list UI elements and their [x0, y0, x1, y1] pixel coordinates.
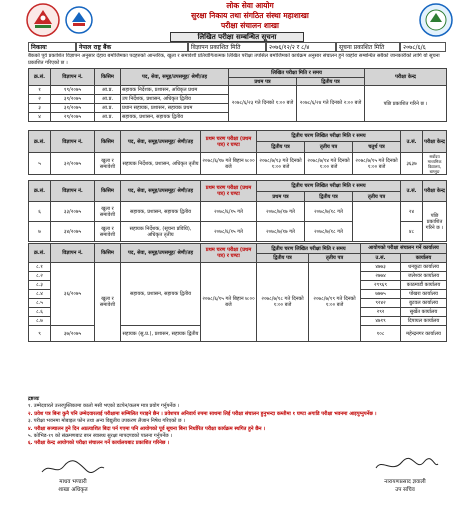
cell-post: प्रधान सहायक, प्रशासन, सहायक प्रथम	[121, 104, 229, 113]
notice-title: लिखित परीक्षा सम्बन्धित सूचना	[170, 32, 304, 42]
col-kind: किसिम	[95, 131, 121, 153]
cell-post: उप निर्देशक, प्रशासन, अधिकृत द्वितीय	[121, 95, 229, 104]
note-2: २. प्रवेश पत्र बिना कुनै पनि उम्मेदवारलाई परीक्षामा सम्मिलित गराइने छैन । प्रवेशपत्र अनिवार्य रुपमा साथमा लिई परीक्षा संचालन हुनुभन्दा कम्तीमा १ घण्टा अगाडि परीक्षा भवनमा आइपुग्नुपर्नेछ ।	[28, 410, 377, 417]
col-ad-no: विज्ञापन नं.	[51, 244, 95, 263]
cell-serial: ४	[29, 113, 51, 122]
note-4: ४. परीक्षा सञ्चालन हुने दिन अप्रत्याशित बिदा पर्न गएमा पनि आयोगको पूर्व सूचना बिना निर्धारित परीक्षा कार्यक्रम स्थगित हुने छैन ।	[28, 425, 266, 432]
cell-ad-no: ३९/२०७५	[51, 95, 95, 104]
exam-table-4	[28, 243, 447, 342]
cell-post: सहायक, प्रशासन, सहायक द्वितीय	[121, 263, 201, 326]
col-kind: किसिम	[95, 244, 121, 263]
table-row	[29, 153, 447, 175]
col-post: पद, सेवा, समूह/उपसमूह/ श्रेणी/तह	[121, 244, 201, 263]
exam-table-2	[28, 130, 447, 175]
col-count: उ.सं.	[401, 181, 423, 202]
cell-serial: ९	[29, 326, 51, 342]
cell-ad-no: ३३/२०७५	[51, 202, 95, 222]
col-paper-1: प्रथम पत्र	[229, 78, 297, 86]
cell-count: ४८	[401, 222, 423, 242]
cell-count: ९२४२	[361, 299, 401, 308]
cell-center: पछि प्रकाशित गरिने छ ।	[365, 86, 447, 122]
org-division: सुरक्षा निकाय तथा संगठित संस्था महाशाखा	[191, 11, 309, 20]
cell-kind: आ.प्र.	[95, 95, 121, 104]
cell-count: २९९६९	[361, 281, 401, 290]
col-post: पद, सेवा, समूह/उपसमूह/ श्रेणी/तह	[121, 69, 229, 86]
cell-count: १०८	[361, 326, 401, 342]
col-post: पद, सेवा, समूह/उपसमूह/ श्रेणी/तह	[121, 181, 201, 202]
right-signatory	[350, 478, 460, 494]
cell-ad-no: ३६/२०७५	[51, 263, 95, 326]
header	[0, 0, 474, 44]
cell-kind: आ.प्र.	[95, 113, 121, 122]
note-1: १. उम्मेदवारले उत्तरपुस्तिकामा कालो मसी भएको डटपेन/कलम मात्र प्रयोग गर्नुपर्नेछ ।	[28, 403, 180, 410]
info-row	[28, 42, 446, 52]
col-office-name: कार्यालय	[401, 254, 447, 263]
cell-office: सुर्खेत कार्यालय	[401, 308, 447, 317]
exam-table-3	[28, 180, 447, 242]
org-name: लोक सेवा आयोग	[226, 1, 274, 10]
org-value: नेपाल राष्ट्र बैंक	[76, 42, 188, 52]
col-paper-3: तृतीय पत्र	[353, 192, 401, 202]
cell-post: सहायक निर्देशक, प्रशासन, अधिकृत तृतीय	[121, 153, 201, 175]
col-serial: क्र.सं.	[29, 131, 51, 153]
cell-post: सहायक निर्देशक, (सूचना प्रविधि), अधिकृत तृतीय	[121, 222, 201, 242]
cell-office: पोखरा कार्यालय	[401, 290, 447, 299]
cell-paper-3-date: २०७८/७/१९ गते दिनको १:०० बजे	[309, 263, 361, 342]
note-3: ३. परीक्षा भवनमा मोबाइल फोन तथा अन्य विद्युतीय उपकरण लैजान निषेध गरिएको छ ।	[28, 418, 186, 425]
col-ad-no: विज्ञापन नं.	[51, 181, 95, 202]
notice-date-label: सूचना प्रकाशित मिति	[336, 42, 400, 52]
cell-ad-no: १९/२०७५	[51, 86, 95, 95]
cell-kind: खुला र समावेशी	[95, 202, 121, 222]
cell-paper-1-date: २०७८/६/१५ गते	[201, 202, 257, 222]
col-paper-2: द्वितीय पत्र	[305, 192, 353, 202]
cell-count: २४	[401, 202, 423, 222]
note-6: ६. परीक्षा केन्द्र आयोगको परीक्षा संचालन गर्ने कार्यालयबाट प्रकाशित गरिनेछ ।	[28, 440, 170, 447]
cell-serial: ८.३	[29, 281, 51, 290]
cell-office: जलेश्वर कार्यालय	[401, 272, 447, 281]
cell-blank	[353, 202, 401, 242]
col-ad-no: विज्ञापन नं.	[51, 131, 95, 153]
cell-office: महेन्द्रनगर कार्यालय	[401, 326, 447, 342]
cell-ad-no: ३४/२०७५	[51, 222, 95, 242]
cell-office: धनकुटा कार्यालय	[401, 263, 447, 272]
cell-paper-1-date: २०७८/६/१५ गते बिहान ७:०० बजे	[201, 263, 257, 342]
left-signature-icon	[38, 458, 108, 478]
cell-paper-3-date: २०७८/७/१८ गते	[305, 202, 353, 222]
cell-serial: ८.२	[29, 272, 51, 281]
col-center: परीक्षा केन्द्र	[423, 131, 447, 153]
cell-serial: ८.५	[29, 299, 51, 308]
cell-paper-3-date: २०७८/७/१८ गते	[305, 222, 353, 242]
col-count: उ.सं.	[401, 131, 423, 153]
col-ad-no: विज्ञापन नं.	[51, 69, 95, 86]
cell-count: ४७१९	[361, 317, 401, 326]
exam-table-1	[28, 68, 447, 122]
cell-serial: २	[29, 95, 51, 104]
cell-kind: आ.प्र.	[95, 104, 121, 113]
ad-date-label: विज्ञापन प्रकाशित मिति	[188, 42, 266, 52]
cell-post: सहायक (सु.प्र.), प्रशासन, सहायक द्वितीय	[121, 326, 201, 342]
col-paper-2: द्वितीय पत्र	[297, 78, 365, 86]
ad-date-value: २०७६/१२/२ र ८/४	[266, 42, 336, 52]
cell-count: ३६३७	[401, 153, 423, 175]
notes-section	[28, 396, 458, 448]
col-second-stage: द्वितीय चरण लिखित परीक्षा मिति र समय	[257, 181, 401, 192]
cell-count: २७७४	[361, 272, 401, 281]
cell-office: दिपायल कार्यालय	[401, 317, 447, 326]
right-signature-icon	[372, 456, 442, 476]
left-signatory	[18, 478, 128, 494]
col-serial: क्र.सं.	[29, 69, 51, 86]
col-kind: किसिम	[95, 69, 121, 86]
cell-office: बुटवल कार्यालय	[401, 299, 447, 308]
org-section: परीक्षा संचालन शाखा	[221, 21, 279, 30]
cell-center: पछि प्रकाशित गरिने छ ।	[423, 202, 447, 242]
cell-paper-1-date: २०७८/६/१७ गते बिहान ७:०० बजे	[201, 153, 257, 175]
col-center: परीक्षा केन्द्र	[423, 181, 447, 202]
cell-post: सहायक, प्रशासन, सहायक द्वितीय	[121, 202, 201, 222]
col-second-stage: द्वितीय चरण लिखित परीक्षा मिति र समय	[257, 131, 401, 142]
cell-ad-no: ३१/२०७५	[51, 104, 95, 113]
cell-post: सहायक, प्रशासन, सहायक द्वितीय	[121, 113, 229, 122]
table-row	[29, 263, 447, 272]
cell-count: ७७७५	[361, 290, 401, 299]
psc-logo-icon	[64, 2, 94, 38]
commission-seal-icon	[418, 2, 454, 38]
col-office: आयोगको परीक्षा संचालन गर्ने कार्यालय	[361, 244, 447, 254]
cell-paper-1-date: २०७८/६/२३ गते दिनको १:०० बजे	[229, 86, 297, 122]
col-first-stage: प्रथम चरण परीक्षा (प्रथम पत्र) र घण्टा	[201, 131, 257, 153]
col-post: पद, सेवा, समूह/उपसमूह/ श्रेणी/तह	[121, 131, 201, 153]
col-serial: क्र.सं.	[29, 181, 51, 202]
col-exam-date: लिखित परीक्षा मिति र समय	[229, 69, 365, 78]
col-kind: किसिम	[95, 181, 121, 202]
cell-kind: खुला र समावेशी	[95, 222, 121, 242]
cell-serial: ८.१	[29, 263, 51, 272]
cell-count: २९२	[361, 308, 401, 317]
cell-serial: ८.७	[29, 317, 51, 326]
cell-serial: ८.४	[29, 290, 51, 299]
cell-serial: ५	[29, 153, 51, 175]
col-center: परीक्षा केन्द्र	[365, 69, 447, 86]
notes-heading: द्रष्टव्यः	[28, 396, 40, 402]
col-paper-2: द्वितीय पत्र	[257, 254, 309, 263]
cell-paper-2-date: २०७८/७/१७ गते	[257, 202, 305, 222]
col-first-stage: प्रथम चरण परीक्षा (प्रथम पत्र) र घण्टा	[201, 181, 257, 202]
government-emblem-icon	[24, 2, 62, 38]
left-signatory-name: माधव भण्डारी	[59, 479, 87, 485]
cell-kind: खुला र समावेशी	[95, 153, 121, 175]
cell-kind: आ.प्र.	[95, 86, 121, 95]
cell-paper-4-date: २०७८/७/१५ गते दिनको १:०० बजे	[353, 153, 401, 175]
cell-paper-1-date: २०७८/६/१५ गते	[201, 222, 257, 242]
cell-serial: ३	[29, 104, 51, 113]
org-label: निकायः	[28, 42, 76, 52]
cell-ad-no: २९/२०७५	[51, 113, 95, 122]
cell-ad-no: ३७/२०७५	[51, 326, 95, 342]
cell-serial: ६	[29, 202, 51, 222]
cell-center: सर्वोदय माध्यमिक विद्यालय, बाग्लुङ	[423, 153, 447, 175]
cell-post: सहायक निर्देशक, प्रशासन, अधिकृत प्रथम	[121, 86, 229, 95]
cell-serial: ८.६	[29, 308, 51, 317]
note-5: ५. कोभिड-१९ को संक्रमणबाट बच्न स्वास्थ्य सुरक्षा मापदण्डको पालना गर्नुपर्नेछ ।	[28, 433, 173, 440]
cell-paper-3-date: २०७८/७/१४ गते दिनको १:०० बजे	[305, 153, 353, 175]
cell-office: काठमाडौं कार्यालय	[401, 281, 447, 290]
table-row	[29, 86, 447, 95]
col-serial: क्र.सं.	[29, 244, 51, 263]
notice-date-value: २०७८/६/६	[400, 42, 446, 52]
col-count: उ.सं.	[361, 254, 401, 263]
cell-paper-2-date: २०७८/६/२४ गते दिनको २:०० बजे	[297, 86, 365, 122]
right-signatory-name: नारायणप्रसाद ज्ञवाली	[384, 479, 426, 485]
intro-text: बैंकको पूर्व प्रकाशित विज्ञापन अनुसार देहाय बमोजिमका पदहरुको आन्तरिक, खुला र समावेशी प्रतियोगितात्मक लिखित परीक्षा तपसिल बमोजिमको कार्यक्रम अनुसार संचालन हुने व्यहोरा सम्बन्धित सबैको जानकारीको लागि यो सूचना प्रकाशित गरिएको छ ।	[28, 53, 440, 66]
col-paper-1: प्रथम पत्र	[257, 192, 305, 202]
cell-paper-2-date: २०७८/७/१३ गते दिनको १:०० बजे	[257, 153, 305, 175]
cell-paper-2-date: २०७८/७/१७ गते	[257, 222, 305, 242]
col-paper-3: तृतीय पत्र	[309, 254, 361, 263]
col-paper-4: चतुर्थ पत्र	[353, 142, 401, 153]
col-paper-3: तृतीय पत्र	[305, 142, 353, 153]
cell-serial: ७	[29, 222, 51, 242]
cell-kind: खुला र समावेशी	[95, 263, 121, 342]
cell-serial: १	[29, 86, 51, 95]
cell-paper-2-date: २०७८/७/१८ गते दिनको १:०० बजे	[257, 263, 309, 342]
cell-ad-no: ३२/२०७५	[51, 153, 95, 175]
col-first-stage: प्रथम चरण परीक्षा (प्रथम पत्र) र घण्टा	[201, 244, 257, 263]
col-second-stage: द्वितीय चरण लिखित परीक्षा मिति र समय	[257, 244, 361, 254]
col-paper-2: द्वितीय पत्र	[257, 142, 305, 153]
left-signatory-title: शाखा अधिकृत	[58, 487, 88, 493]
right-signatory-title: उप सचिव	[395, 487, 415, 493]
table-row	[29, 202, 447, 222]
cell-count: ४७७३	[361, 263, 401, 272]
